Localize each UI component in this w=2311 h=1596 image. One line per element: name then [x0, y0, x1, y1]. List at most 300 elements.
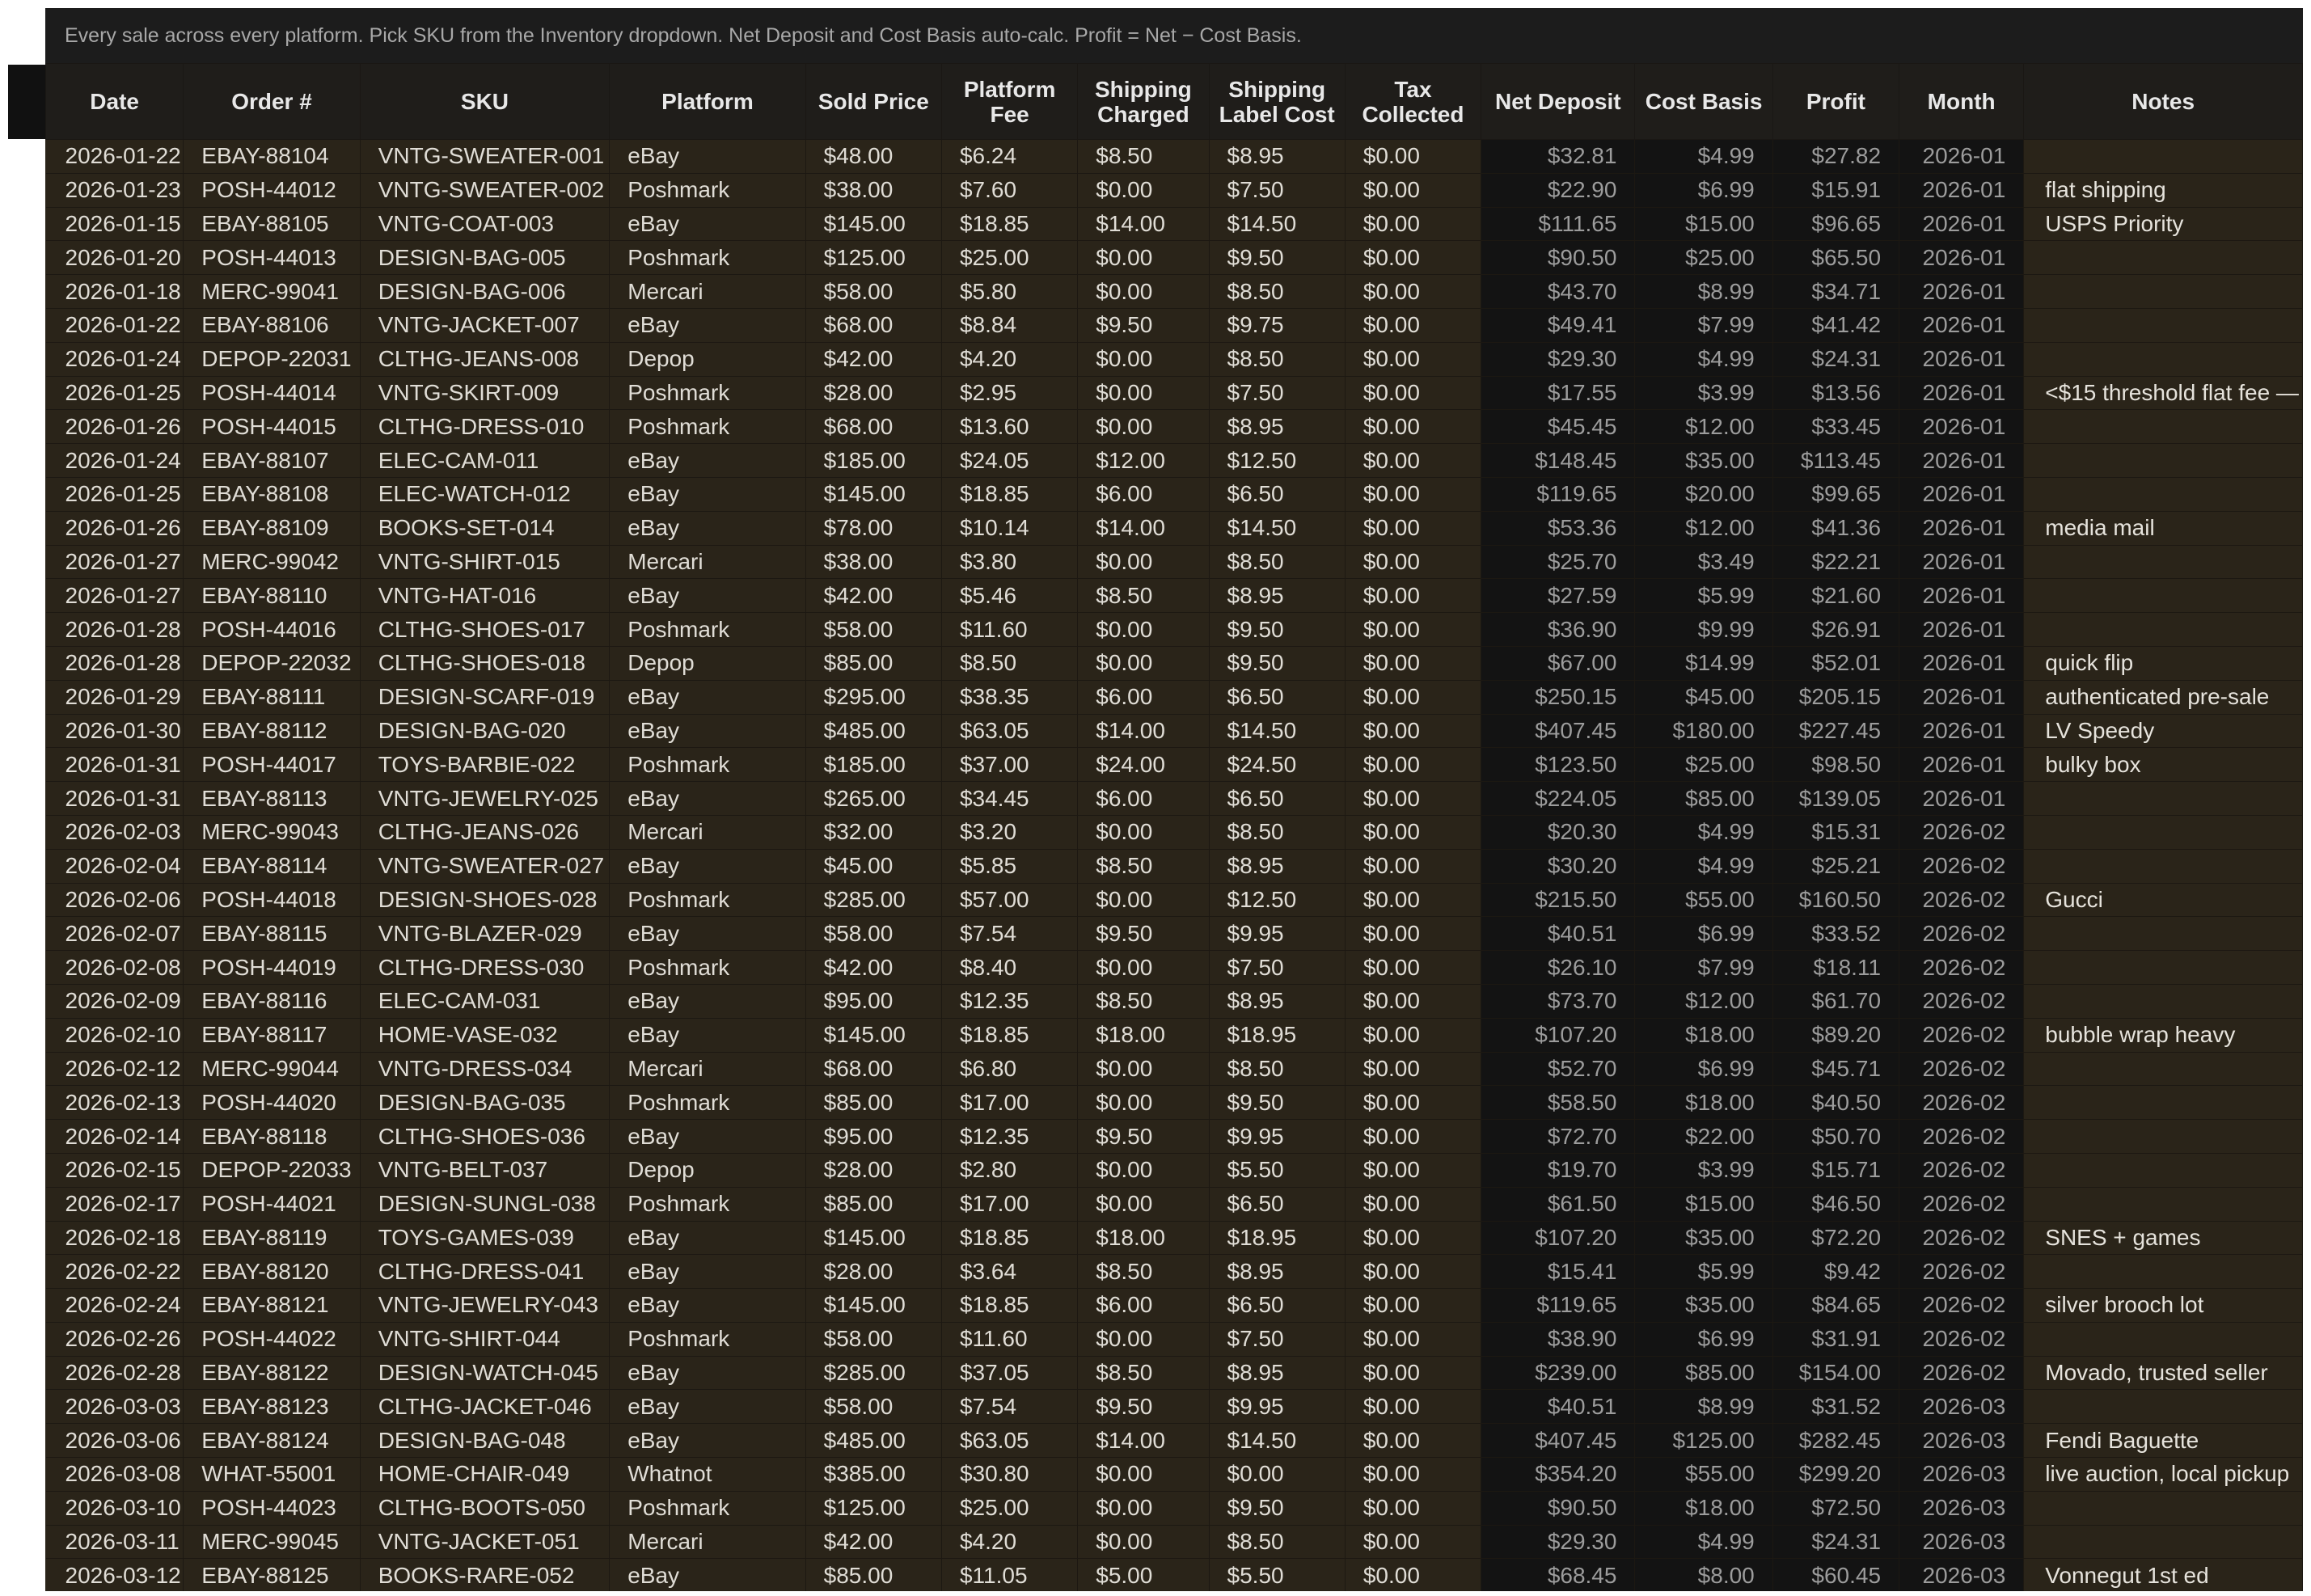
cell-notes[interactable]: bulky box — [2024, 748, 2303, 782]
cell-shipping-label-cost[interactable]: $9.95 — [1209, 1390, 1345, 1424]
cell-sold-price[interactable]: $48.00 — [805, 140, 941, 174]
cell-sku[interactable]: CLTHG-JEANS-026 — [360, 815, 610, 849]
cell-platform-fee[interactable]: $3.20 — [941, 815, 1077, 849]
cell-order-number[interactable]: EBAY-88119 — [184, 1221, 360, 1255]
cell-profit[interactable]: $33.45 — [1772, 410, 1899, 444]
cell-platform-fee[interactable]: $63.05 — [941, 714, 1077, 748]
cell-platform-fee[interactable]: $3.80 — [941, 545, 1077, 579]
cell-sku[interactable]: VNTG-JEWELRY-025 — [360, 782, 610, 816]
cell-tax-collected[interactable]: $0.00 — [1345, 1356, 1481, 1390]
cell-month[interactable]: 2026-01 — [1899, 545, 2024, 579]
cell-platform-fee[interactable]: $18.85 — [941, 1289, 1077, 1323]
cell-shipping-charged[interactable]: $6.00 — [1078, 680, 1209, 714]
cell-shipping-label-cost[interactable]: $24.50 — [1209, 748, 1345, 782]
cell-sku[interactable]: VNTG-SWEATER-027 — [360, 849, 610, 883]
cell-tax-collected[interactable]: $0.00 — [1345, 714, 1481, 748]
cell-order-number[interactable]: EBAY-88124 — [184, 1424, 360, 1458]
cell-platform[interactable]: Poshmark — [610, 1187, 805, 1221]
cell-month[interactable]: 2026-01 — [1899, 613, 2024, 647]
cell-platform-fee[interactable]: $18.85 — [941, 477, 1077, 511]
cell-notes[interactable] — [2024, 545, 2303, 579]
cell-profit[interactable]: $52.01 — [1772, 646, 1899, 680]
cell-shipping-label-cost[interactable]: $8.95 — [1209, 140, 1345, 174]
cell-month[interactable]: 2026-02 — [1899, 1187, 2024, 1221]
cell-shipping-label-cost[interactable]: $6.50 — [1209, 782, 1345, 816]
cell-month[interactable]: 2026-01 — [1899, 646, 2024, 680]
cell-month[interactable]: 2026-02 — [1899, 951, 2024, 985]
cell-notes[interactable]: <$15 threshold flat fee — — [2024, 376, 2303, 410]
cell-platform-fee[interactable]: $17.00 — [941, 1086, 1077, 1120]
cell-sold-price[interactable]: $38.00 — [805, 173, 941, 207]
cell-net-deposit[interactable]: $22.90 — [1481, 173, 1635, 207]
cell-notes[interactable] — [2024, 1120, 2303, 1154]
cell-net-deposit[interactable]: $27.59 — [1481, 579, 1635, 613]
cell-tax-collected[interactable]: $0.00 — [1345, 1221, 1481, 1255]
cell-sold-price[interactable]: $78.00 — [805, 511, 941, 545]
cell-shipping-charged[interactable]: $9.50 — [1078, 1120, 1209, 1154]
cell-order-number[interactable]: DEPOP-22031 — [184, 342, 360, 376]
cell-order-number[interactable]: POSH-44022 — [184, 1322, 360, 1356]
cell-date[interactable]: 2026-02-26 — [46, 1322, 184, 1356]
cell-platform[interactable]: eBay — [610, 984, 805, 1018]
cell-month[interactable]: 2026-01 — [1899, 241, 2024, 275]
cell-date[interactable]: 2026-01-22 — [46, 308, 184, 342]
cell-sold-price[interactable]: $85.00 — [805, 1086, 941, 1120]
cell-platform[interactable]: Depop — [610, 1153, 805, 1187]
cell-month[interactable]: 2026-02 — [1899, 917, 2024, 951]
cell-platform[interactable]: eBay — [610, 1255, 805, 1289]
cell-net-deposit[interactable]: $19.70 — [1481, 1153, 1635, 1187]
cell-platform-fee[interactable]: $7.54 — [941, 1390, 1077, 1424]
cell-shipping-label-cost[interactable]: $8.50 — [1209, 815, 1345, 849]
cell-profit[interactable]: $13.56 — [1772, 376, 1899, 410]
cell-sold-price[interactable]: $42.00 — [805, 342, 941, 376]
cell-platform[interactable]: Poshmark — [610, 410, 805, 444]
cell-sold-price[interactable]: $185.00 — [805, 444, 941, 478]
cell-net-deposit[interactable]: $17.55 — [1481, 376, 1635, 410]
cell-sold-price[interactable]: $125.00 — [805, 241, 941, 275]
cell-shipping-label-cost[interactable]: $6.50 — [1209, 1187, 1345, 1221]
cell-month[interactable]: 2026-01 — [1899, 511, 2024, 545]
cell-shipping-label-cost[interactable]: $14.50 — [1209, 714, 1345, 748]
cell-shipping-label-cost[interactable]: $9.95 — [1209, 1120, 1345, 1154]
cell-net-deposit[interactable]: $90.50 — [1481, 241, 1635, 275]
column-header-tax-collected[interactable]: Tax Collected — [1345, 64, 1481, 140]
cell-cost-basis[interactable]: $125.00 — [1635, 1424, 1772, 1458]
cell-sku[interactable]: CLTHG-DRESS-041 — [360, 1255, 610, 1289]
cell-platform-fee[interactable]: $2.80 — [941, 1153, 1077, 1187]
cell-shipping-label-cost[interactable]: $12.50 — [1209, 444, 1345, 478]
cell-sold-price[interactable]: $95.00 — [805, 984, 941, 1018]
cell-net-deposit[interactable]: $107.20 — [1481, 1018, 1635, 1052]
cell-net-deposit[interactable]: $25.70 — [1481, 545, 1635, 579]
cell-sold-price[interactable]: $58.00 — [805, 613, 941, 647]
cell-sold-price[interactable]: $28.00 — [805, 1153, 941, 1187]
cell-shipping-charged[interactable]: $8.50 — [1078, 984, 1209, 1018]
column-header-platform[interactable]: Platform — [610, 64, 805, 140]
cell-profit[interactable]: $15.31 — [1772, 815, 1899, 849]
cell-platform-fee[interactable]: $18.85 — [941, 207, 1077, 241]
cell-month[interactable]: 2026-02 — [1899, 849, 2024, 883]
cell-date[interactable]: 2026-01-20 — [46, 241, 184, 275]
column-header-sold-price[interactable]: Sold Price — [805, 64, 941, 140]
cell-cost-basis[interactable]: $4.99 — [1635, 815, 1772, 849]
cell-cost-basis[interactable]: $12.00 — [1635, 511, 1772, 545]
cell-date[interactable]: 2026-01-31 — [46, 782, 184, 816]
cell-notes[interactable] — [2024, 1153, 2303, 1187]
cell-shipping-charged[interactable]: $0.00 — [1078, 1322, 1209, 1356]
cell-net-deposit[interactable]: $15.41 — [1481, 1255, 1635, 1289]
cell-sku[interactable]: DESIGN-BAG-035 — [360, 1086, 610, 1120]
cell-platform[interactable]: eBay — [610, 1289, 805, 1323]
cell-profit[interactable]: $27.82 — [1772, 140, 1899, 174]
cell-cost-basis[interactable]: $6.99 — [1635, 1322, 1772, 1356]
cell-notes[interactable] — [2024, 1255, 2303, 1289]
cell-shipping-charged[interactable]: $6.00 — [1078, 1289, 1209, 1323]
cell-platform-fee[interactable]: $11.60 — [941, 613, 1077, 647]
column-header-sku[interactable]: SKU — [360, 64, 610, 140]
cell-cost-basis[interactable]: $8.99 — [1635, 1390, 1772, 1424]
cell-platform[interactable]: Mercari — [610, 1052, 805, 1086]
cell-notes[interactable] — [2024, 1322, 2303, 1356]
cell-net-deposit[interactable]: $148.45 — [1481, 444, 1635, 478]
cell-month[interactable]: 2026-01 — [1899, 376, 2024, 410]
cell-date[interactable]: 2026-02-17 — [46, 1187, 184, 1221]
cell-shipping-label-cost[interactable]: $5.50 — [1209, 1153, 1345, 1187]
cell-sku[interactable]: VNTG-SHIRT-015 — [360, 545, 610, 579]
cell-platform-fee[interactable]: $10.14 — [941, 511, 1077, 545]
cell-order-number[interactable]: POSH-44020 — [184, 1086, 360, 1120]
cell-date[interactable]: 2026-01-31 — [46, 748, 184, 782]
cell-shipping-label-cost[interactable]: $18.95 — [1209, 1221, 1345, 1255]
cell-platform[interactable]: eBay — [610, 714, 805, 748]
cell-order-number[interactable]: POSH-44019 — [184, 951, 360, 985]
cell-notes[interactable] — [2024, 1491, 2303, 1525]
cell-tax-collected[interactable]: $0.00 — [1345, 477, 1481, 511]
cell-sold-price[interactable]: $58.00 — [805, 275, 941, 309]
cell-profit[interactable]: $227.45 — [1772, 714, 1899, 748]
cell-order-number[interactable]: EBAY-88125 — [184, 1559, 360, 1591]
cell-sku[interactable]: VNTG-SKIRT-009 — [360, 376, 610, 410]
cell-net-deposit[interactable]: $29.30 — [1481, 1525, 1635, 1559]
cell-tax-collected[interactable]: $0.00 — [1345, 613, 1481, 647]
cell-shipping-charged[interactable]: $0.00 — [1078, 1458, 1209, 1492]
cell-net-deposit[interactable]: $32.81 — [1481, 140, 1635, 174]
cell-platform[interactable]: Poshmark — [610, 951, 805, 985]
cell-date[interactable]: 2026-02-03 — [46, 815, 184, 849]
cell-notes[interactable] — [2024, 1187, 2303, 1221]
cell-order-number[interactable]: POSH-44013 — [184, 241, 360, 275]
cell-sku[interactable]: BOOKS-SET-014 — [360, 511, 610, 545]
cell-platform-fee[interactable]: $18.85 — [941, 1018, 1077, 1052]
cell-cost-basis[interactable]: $4.99 — [1635, 140, 1772, 174]
cell-platform-fee[interactable]: $57.00 — [941, 883, 1077, 917]
cell-shipping-charged[interactable]: $0.00 — [1078, 815, 1209, 849]
cell-month[interactable]: 2026-02 — [1899, 1322, 2024, 1356]
cell-profit[interactable]: $99.65 — [1772, 477, 1899, 511]
cell-sku[interactable]: VNTG-DRESS-034 — [360, 1052, 610, 1086]
cell-notes[interactable]: USPS Priority — [2024, 207, 2303, 241]
cell-tax-collected[interactable]: $0.00 — [1345, 444, 1481, 478]
cell-profit[interactable]: $154.00 — [1772, 1356, 1899, 1390]
cell-notes[interactable] — [2024, 477, 2303, 511]
cell-sold-price[interactable]: $58.00 — [805, 1322, 941, 1356]
cell-notes[interactable] — [2024, 1390, 2303, 1424]
cell-notes[interactable] — [2024, 984, 2303, 1018]
cell-tax-collected[interactable]: $0.00 — [1345, 680, 1481, 714]
cell-notes[interactable]: Movado, trusted seller — [2024, 1356, 2303, 1390]
cell-net-deposit[interactable]: $354.20 — [1481, 1458, 1635, 1492]
cell-shipping-charged[interactable]: $14.00 — [1078, 1424, 1209, 1458]
cell-net-deposit[interactable]: $123.50 — [1481, 748, 1635, 782]
cell-net-deposit[interactable]: $119.65 — [1481, 1289, 1635, 1323]
cell-shipping-charged[interactable]: $0.00 — [1078, 1086, 1209, 1120]
cell-order-number[interactable]: DEPOP-22032 — [184, 646, 360, 680]
cell-sku[interactable]: ELEC-CAM-011 — [360, 444, 610, 478]
cell-tax-collected[interactable]: $0.00 — [1345, 410, 1481, 444]
cell-net-deposit[interactable]: $107.20 — [1481, 1221, 1635, 1255]
cell-sku[interactable]: VNTG-SWEATER-002 — [360, 173, 610, 207]
cell-cost-basis[interactable]: $5.99 — [1635, 579, 1772, 613]
cell-shipping-label-cost[interactable]: $8.50 — [1209, 1052, 1345, 1086]
cell-month[interactable]: 2026-02 — [1899, 1255, 2024, 1289]
cell-month[interactable]: 2026-02 — [1899, 1018, 2024, 1052]
cell-profit[interactable]: $72.20 — [1772, 1221, 1899, 1255]
cell-order-number[interactable]: EBAY-88123 — [184, 1390, 360, 1424]
cell-date[interactable]: 2026-01-30 — [46, 714, 184, 748]
cell-order-number[interactable]: EBAY-88121 — [184, 1289, 360, 1323]
cell-month[interactable]: 2026-03 — [1899, 1458, 2024, 1492]
cell-cost-basis[interactable]: $180.00 — [1635, 714, 1772, 748]
cell-shipping-label-cost[interactable]: $12.50 — [1209, 883, 1345, 917]
cell-month[interactable]: 2026-02 — [1899, 1356, 2024, 1390]
cell-tax-collected[interactable]: $0.00 — [1345, 917, 1481, 951]
cell-shipping-charged[interactable]: $14.00 — [1078, 207, 1209, 241]
cell-profit[interactable]: $31.91 — [1772, 1322, 1899, 1356]
cell-order-number[interactable]: EBAY-88104 — [184, 140, 360, 174]
cell-sku[interactable]: DESIGN-BAG-005 — [360, 241, 610, 275]
cell-date[interactable]: 2026-03-12 — [46, 1559, 184, 1591]
cell-platform[interactable]: Mercari — [610, 815, 805, 849]
cell-shipping-label-cost[interactable]: $14.50 — [1209, 207, 1345, 241]
cell-profit[interactable]: $50.70 — [1772, 1120, 1899, 1154]
cell-profit[interactable]: $22.21 — [1772, 545, 1899, 579]
cell-profit[interactable]: $9.42 — [1772, 1255, 1899, 1289]
cell-shipping-label-cost[interactable]: $7.50 — [1209, 376, 1345, 410]
cell-date[interactable]: 2026-02-28 — [46, 1356, 184, 1390]
column-header-date[interactable]: Date — [46, 64, 184, 140]
cell-platform-fee[interactable]: $37.05 — [941, 1356, 1077, 1390]
cell-sold-price[interactable]: $68.00 — [805, 410, 941, 444]
cell-tax-collected[interactable]: $0.00 — [1345, 1525, 1481, 1559]
cell-sold-price[interactable]: $485.00 — [805, 714, 941, 748]
cell-net-deposit[interactable]: $29.30 — [1481, 342, 1635, 376]
cell-net-deposit[interactable]: $68.45 — [1481, 1559, 1635, 1591]
cell-notes[interactable] — [2024, 917, 2303, 951]
cell-month[interactable]: 2026-03 — [1899, 1424, 2024, 1458]
cell-platform-fee[interactable]: $8.40 — [941, 951, 1077, 985]
cell-net-deposit[interactable]: $407.45 — [1481, 714, 1635, 748]
cell-platform-fee[interactable]: $4.20 — [941, 342, 1077, 376]
cell-sold-price[interactable]: $145.00 — [805, 1221, 941, 1255]
cell-shipping-charged[interactable]: $0.00 — [1078, 1153, 1209, 1187]
cell-platform-fee[interactable]: $2.95 — [941, 376, 1077, 410]
cell-sku[interactable]: VNTG-JEWELRY-043 — [360, 1289, 610, 1323]
cell-order-number[interactable]: EBAY-88108 — [184, 477, 360, 511]
cell-sku[interactable]: VNTG-SHIRT-044 — [360, 1322, 610, 1356]
cell-notes[interactable] — [2024, 1052, 2303, 1086]
cell-notes[interactable] — [2024, 613, 2303, 647]
cell-platform[interactable]: eBay — [610, 207, 805, 241]
cell-date[interactable]: 2026-02-09 — [46, 984, 184, 1018]
cell-shipping-label-cost[interactable]: $9.75 — [1209, 308, 1345, 342]
cell-platform-fee[interactable]: $8.50 — [941, 646, 1077, 680]
cell-platform-fee[interactable]: $12.35 — [941, 984, 1077, 1018]
cell-sku[interactable]: DESIGN-SUNGL-038 — [360, 1187, 610, 1221]
cell-platform-fee[interactable]: $63.05 — [941, 1424, 1077, 1458]
cell-order-number[interactable]: EBAY-88109 — [184, 511, 360, 545]
cell-net-deposit[interactable]: $111.65 — [1481, 207, 1635, 241]
cell-shipping-charged[interactable]: $0.00 — [1078, 613, 1209, 647]
cell-notes[interactable]: authenticated pre-sale — [2024, 680, 2303, 714]
cell-shipping-label-cost[interactable]: $18.95 — [1209, 1018, 1345, 1052]
cell-date[interactable]: 2026-02-10 — [46, 1018, 184, 1052]
cell-platform[interactable]: Mercari — [610, 1525, 805, 1559]
cell-notes[interactable]: bubble wrap heavy — [2024, 1018, 2303, 1052]
cell-cost-basis[interactable]: $9.99 — [1635, 613, 1772, 647]
cell-platform-fee[interactable]: $37.00 — [941, 748, 1077, 782]
cell-notes[interactable] — [2024, 1525, 2303, 1559]
cell-platform-fee[interactable]: $34.45 — [941, 782, 1077, 816]
cell-notes[interactable]: LV Speedy — [2024, 714, 2303, 748]
cell-cost-basis[interactable]: $25.00 — [1635, 748, 1772, 782]
cell-cost-basis[interactable]: $25.00 — [1635, 241, 1772, 275]
cell-tax-collected[interactable]: $0.00 — [1345, 1424, 1481, 1458]
cell-sku[interactable]: VNTG-COAT-003 — [360, 207, 610, 241]
cell-tax-collected[interactable]: $0.00 — [1345, 748, 1481, 782]
cell-notes[interactable]: live auction, local pickup — [2024, 1458, 2303, 1492]
cell-sold-price[interactable]: $42.00 — [805, 951, 941, 985]
cell-shipping-charged[interactable]: $14.00 — [1078, 511, 1209, 545]
cell-tax-collected[interactable]: $0.00 — [1345, 1187, 1481, 1221]
cell-platform[interactable]: eBay — [610, 1018, 805, 1052]
cell-sku[interactable]: CLTHG-SHOES-018 — [360, 646, 610, 680]
column-header-platform-fee[interactable]: Platform Fee — [941, 64, 1077, 140]
cell-platform-fee[interactable]: $5.85 — [941, 849, 1077, 883]
cell-platform-fee[interactable]: $3.64 — [941, 1255, 1077, 1289]
cell-order-number[interactable]: POSH-44012 — [184, 173, 360, 207]
cell-order-number[interactable]: EBAY-88105 — [184, 207, 360, 241]
cell-platform-fee[interactable]: $17.00 — [941, 1187, 1077, 1221]
cell-shipping-label-cost[interactable]: $9.50 — [1209, 1491, 1345, 1525]
cell-notes[interactable] — [2024, 140, 2303, 174]
cell-platform-fee[interactable]: $6.24 — [941, 140, 1077, 174]
cell-month[interactable]: 2026-02 — [1899, 1153, 2024, 1187]
cell-sold-price[interactable]: $295.00 — [805, 680, 941, 714]
cell-platform-fee[interactable]: $38.35 — [941, 680, 1077, 714]
cell-date[interactable]: 2026-01-15 — [46, 207, 184, 241]
cell-month[interactable]: 2026-01 — [1899, 140, 2024, 174]
cell-platform[interactable]: Whatnot — [610, 1458, 805, 1492]
cell-net-deposit[interactable]: $239.00 — [1481, 1356, 1635, 1390]
cell-tax-collected[interactable]: $0.00 — [1345, 1018, 1481, 1052]
cell-month[interactable]: 2026-01 — [1899, 680, 2024, 714]
cell-shipping-label-cost[interactable]: $7.50 — [1209, 1322, 1345, 1356]
cell-platform[interactable]: eBay — [610, 444, 805, 478]
cell-sold-price[interactable]: $68.00 — [805, 1052, 941, 1086]
cell-notes[interactable] — [2024, 951, 2303, 985]
cell-sold-price[interactable]: $32.00 — [805, 815, 941, 849]
cell-sku[interactable]: TOYS-GAMES-039 — [360, 1221, 610, 1255]
cell-platform[interactable]: eBay — [610, 782, 805, 816]
cell-date[interactable]: 2026-03-10 — [46, 1491, 184, 1525]
column-header-month[interactable]: Month — [1899, 64, 2024, 140]
cell-sold-price[interactable]: $42.00 — [805, 1525, 941, 1559]
cell-cost-basis[interactable]: $3.99 — [1635, 376, 1772, 410]
cell-net-deposit[interactable]: $250.15 — [1481, 680, 1635, 714]
cell-shipping-label-cost[interactable]: $7.50 — [1209, 951, 1345, 985]
cell-platform-fee[interactable]: $8.84 — [941, 308, 1077, 342]
cell-sku[interactable]: DESIGN-BAG-048 — [360, 1424, 610, 1458]
cell-net-deposit[interactable]: $224.05 — [1481, 782, 1635, 816]
cell-shipping-label-cost[interactable]: $7.50 — [1209, 173, 1345, 207]
cell-month[interactable]: 2026-03 — [1899, 1559, 2024, 1591]
cell-shipping-charged[interactable]: $5.00 — [1078, 1559, 1209, 1591]
cell-shipping-charged[interactable]: $14.00 — [1078, 714, 1209, 748]
cell-platform[interactable]: Poshmark — [610, 1491, 805, 1525]
cell-date[interactable]: 2026-01-27 — [46, 545, 184, 579]
cell-tax-collected[interactable]: $0.00 — [1345, 1255, 1481, 1289]
cell-shipping-charged[interactable]: $9.50 — [1078, 308, 1209, 342]
cell-shipping-charged[interactable]: $18.00 — [1078, 1221, 1209, 1255]
cell-cost-basis[interactable]: $18.00 — [1635, 1491, 1772, 1525]
cell-profit[interactable]: $34.71 — [1772, 275, 1899, 309]
cell-order-number[interactable]: EBAY-88113 — [184, 782, 360, 816]
cell-order-number[interactable]: DEPOP-22033 — [184, 1153, 360, 1187]
cell-date[interactable]: 2026-02-22 — [46, 1255, 184, 1289]
cell-shipping-label-cost[interactable]: $8.50 — [1209, 1525, 1345, 1559]
cell-tax-collected[interactable]: $0.00 — [1345, 1491, 1481, 1525]
cell-sku[interactable]: TOYS-BARBIE-022 — [360, 748, 610, 782]
cell-order-number[interactable]: EBAY-88111 — [184, 680, 360, 714]
cell-shipping-charged[interactable]: $9.50 — [1078, 1390, 1209, 1424]
cell-month[interactable]: 2026-02 — [1899, 815, 2024, 849]
cell-net-deposit[interactable]: $40.51 — [1481, 917, 1635, 951]
cell-profit[interactable]: $205.15 — [1772, 680, 1899, 714]
cell-shipping-charged[interactable]: $9.50 — [1078, 917, 1209, 951]
cell-platform[interactable]: eBay — [610, 1221, 805, 1255]
cell-tax-collected[interactable]: $0.00 — [1345, 951, 1481, 985]
cell-cost-basis[interactable]: $15.00 — [1635, 207, 1772, 241]
cell-profit[interactable]: $89.20 — [1772, 1018, 1899, 1052]
cell-platform-fee[interactable]: $12.35 — [941, 1120, 1077, 1154]
cell-cost-basis[interactable]: $22.00 — [1635, 1120, 1772, 1154]
cell-cost-basis[interactable]: $45.00 — [1635, 680, 1772, 714]
cell-profit[interactable]: $25.21 — [1772, 849, 1899, 883]
cell-sku[interactable]: VNTG-BLAZER-029 — [360, 917, 610, 951]
cell-date[interactable]: 2026-01-18 — [46, 275, 184, 309]
cell-tax-collected[interactable]: $0.00 — [1345, 1120, 1481, 1154]
cell-date[interactable]: 2026-02-13 — [46, 1086, 184, 1120]
cell-sku[interactable]: ELEC-WATCH-012 — [360, 477, 610, 511]
cell-month[interactable]: 2026-02 — [1899, 1221, 2024, 1255]
cell-net-deposit[interactable]: $38.90 — [1481, 1322, 1635, 1356]
cell-platform[interactable]: eBay — [610, 1356, 805, 1390]
cell-tax-collected[interactable]: $0.00 — [1345, 1289, 1481, 1323]
cell-platform-fee[interactable]: $30.80 — [941, 1458, 1077, 1492]
cell-order-number[interactable]: POSH-44018 — [184, 883, 360, 917]
cell-tax-collected[interactable]: $0.00 — [1345, 646, 1481, 680]
